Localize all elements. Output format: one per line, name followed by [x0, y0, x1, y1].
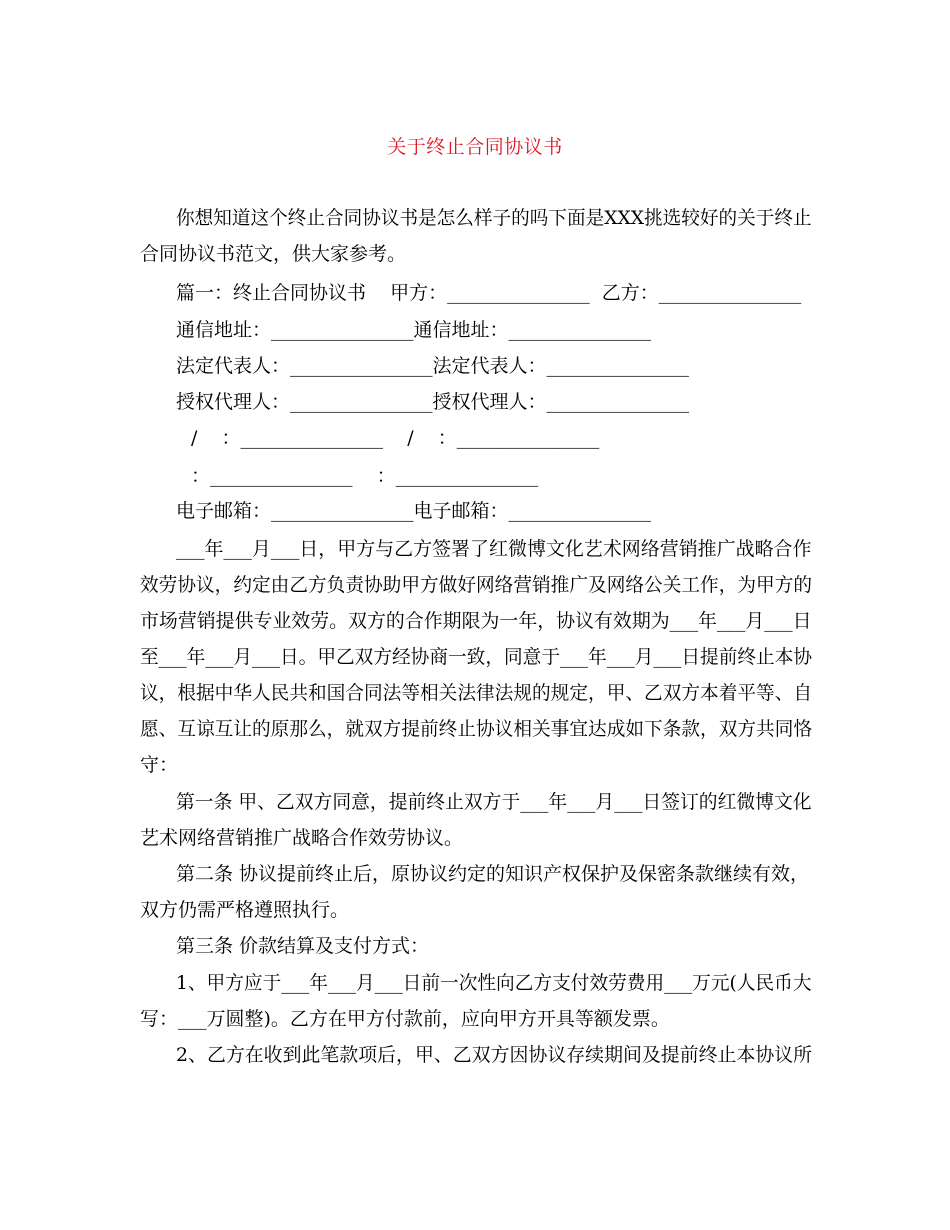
- article-2-line: 双方仍需严格遵照执行。: [140, 899, 350, 921]
- paragraph-line: 愿、互谅互让的原那么，就双方提前终止协议相关事宜达成如下条款，双方共同恪: [140, 718, 813, 740]
- article-2-line: 第二条 协议提前终止后，原协议约定的知识产权保护及保密条款继续有效，: [176, 863, 810, 885]
- paragraph-line: 你想知道这个终止合同协议书是怎么样子的吗下面是XXX挑选较好的关于终止: [176, 207, 812, 229]
- paragraph-line: 至___年___月___日。甲乙双方经协商一致，同意于___年___月___日提前终止本协: [140, 646, 813, 668]
- blank-field-line: / ：_______________ / ：_______________: [191, 427, 600, 449]
- paragraph-line: 合同协议书范文，供大家参考。: [140, 243, 407, 265]
- clause-1-line: 写：___万圆整)。乙方在甲方付款前，应向甲方开具等额发票。: [140, 1008, 670, 1030]
- paragraph-line: 守：: [140, 754, 179, 776]
- paragraph-line: 议，根据中华人民共和国合同法等相关法律法规的规定，甲、乙双方本着平等、自: [140, 682, 813, 704]
- legal-rep-field-line: 法定代表人：_______________法定代表人：_______________: [176, 355, 690, 377]
- authorized-agent-field-line: 授权代理人：_______________授权代理人：_______________: [176, 391, 690, 413]
- paragraph-line: 市场营销提供专业效劳。双方的合作期限为一年，协议有效期为___年___月___日: [140, 610, 812, 632]
- document-title: 关于终止合同协议书: [387, 136, 563, 158]
- article-1-line: 第一条 甲、乙双方同意，提前终止双方于___年___月___日签订的红微博文化: [176, 791, 812, 813]
- article-1-line: 艺术网络营销推广战略合作效劳协议。: [140, 827, 464, 849]
- address-field-line: 通信地址：_______________通信地址：_______________: [176, 319, 652, 341]
- clause-1-line: 1、甲方应于___年___月___日前一次性向乙方支付效劳费用___万元(人民币大: [176, 972, 812, 994]
- paragraph-line: ___年___月___日，甲方与乙方签署了红微博文化艺术网络营销推广战略合作: [176, 538, 812, 560]
- clause-2-line: 2、乙方在收到此笔款项后，甲、乙双方因协议存续期间及提前终止本协议所: [176, 1044, 813, 1066]
- paragraph-line: 效劳协议，约定由乙方负责协助甲方做好网络营销推广及网络公关工作，为甲方的: [140, 574, 813, 596]
- party-header-line: 篇一：终止合同协议书 甲方：_______________ 乙方：_______________: [176, 282, 802, 304]
- blank-field-line: ：_______________ ：_______________: [191, 465, 539, 487]
- article-3-line: 第三条 价款结算及支付方式：: [176, 935, 430, 957]
- email-field-line: 电子邮箱：_______________电子邮箱：_______________: [176, 500, 652, 522]
